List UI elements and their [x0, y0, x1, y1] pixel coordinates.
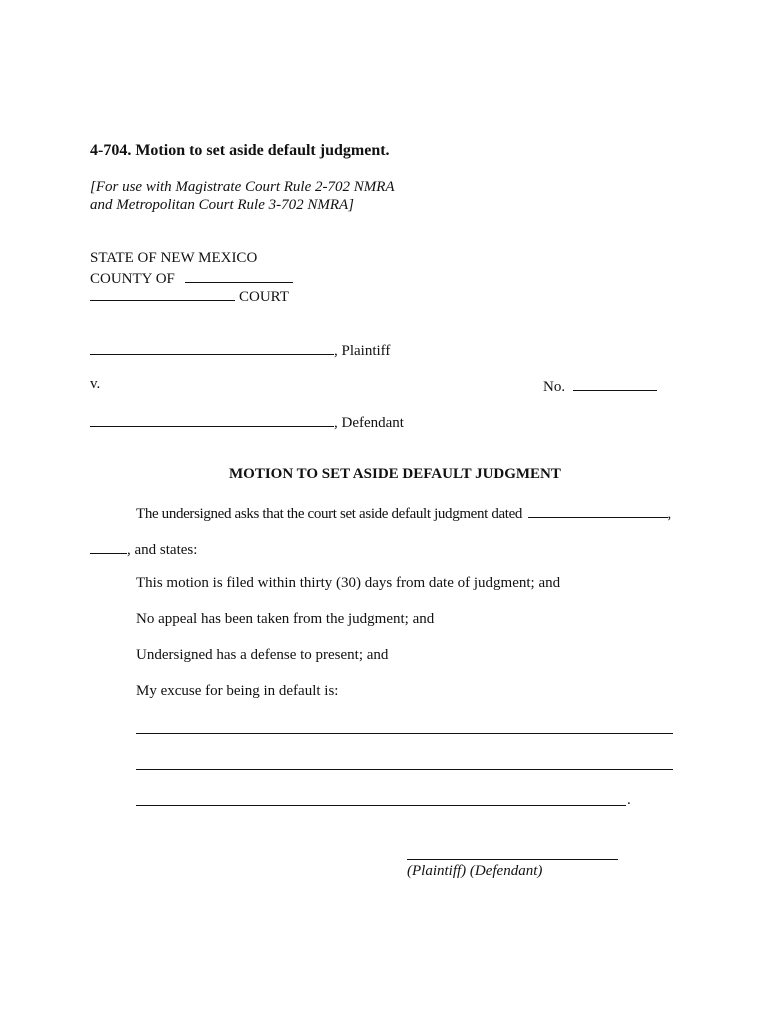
states-line — [90, 540, 197, 558]
defendant-line — [90, 413, 404, 431]
request-end: , — [667, 506, 671, 522]
county-label-text: COUNTY OF — [90, 271, 175, 287]
states-text: , and states: — [127, 542, 198, 558]
excuse-line-3[interactable] — [136, 805, 626, 806]
plaintiff-label: , Plaintiff — [334, 343, 391, 359]
excuse-line-1[interactable] — [136, 733, 673, 734]
form-title: MOTION TO SET ASIDE DEFAULT JUDGMENT — [229, 466, 561, 482]
case-number-line — [543, 377, 657, 395]
usage-note-line2: and Metropolitan Court Rule 3-702 NMRA] — [90, 197, 355, 213]
case-number-blank[interactable] — [573, 377, 657, 391]
court-label: COURT — [239, 289, 289, 305]
statement-2: No appeal has been taken from the judgment; and — [136, 611, 435, 627]
defendant-label: , Defendant — [334, 415, 404, 431]
judgment-date-blank[interactable] — [528, 504, 668, 518]
county-label — [90, 269, 293, 287]
request-text: The undersigned asks that the court set aside default judgment dated — [136, 506, 523, 522]
case-number-label: No. — [543, 379, 566, 395]
statement-3: Undersigned has a defense to present; and — [136, 647, 389, 663]
signature-line[interactable] — [407, 859, 618, 860]
usage-note-line1: [For use with Magistrate Court Rule 2-702 NMRA — [90, 179, 395, 195]
county-blank[interactable] — [185, 269, 293, 283]
versus-text: v. — [90, 376, 101, 392]
signature-label: (Plaintiff) (Defendant) — [407, 863, 543, 879]
year-blank[interactable] — [90, 540, 127, 554]
excuse-line-2[interactable] — [136, 769, 673, 770]
state-line: STATE OF NEW MEXICO — [90, 250, 258, 266]
request-line — [136, 504, 671, 522]
plaintiff-line — [90, 341, 390, 359]
excuse-label: My excuse for being in default is: — [136, 683, 339, 699]
rule-heading: 4-704. Motion to set aside default judgment. — [90, 142, 390, 159]
excuse-end: . — [627, 792, 631, 808]
statement-1: This motion is filed within thirty (30) days from date of judgment; and — [136, 575, 561, 591]
court-line — [90, 287, 289, 305]
plaintiff-blank[interactable] — [90, 341, 334, 355]
court-blank[interactable] — [90, 287, 235, 301]
defendant-blank[interactable] — [90, 413, 334, 427]
